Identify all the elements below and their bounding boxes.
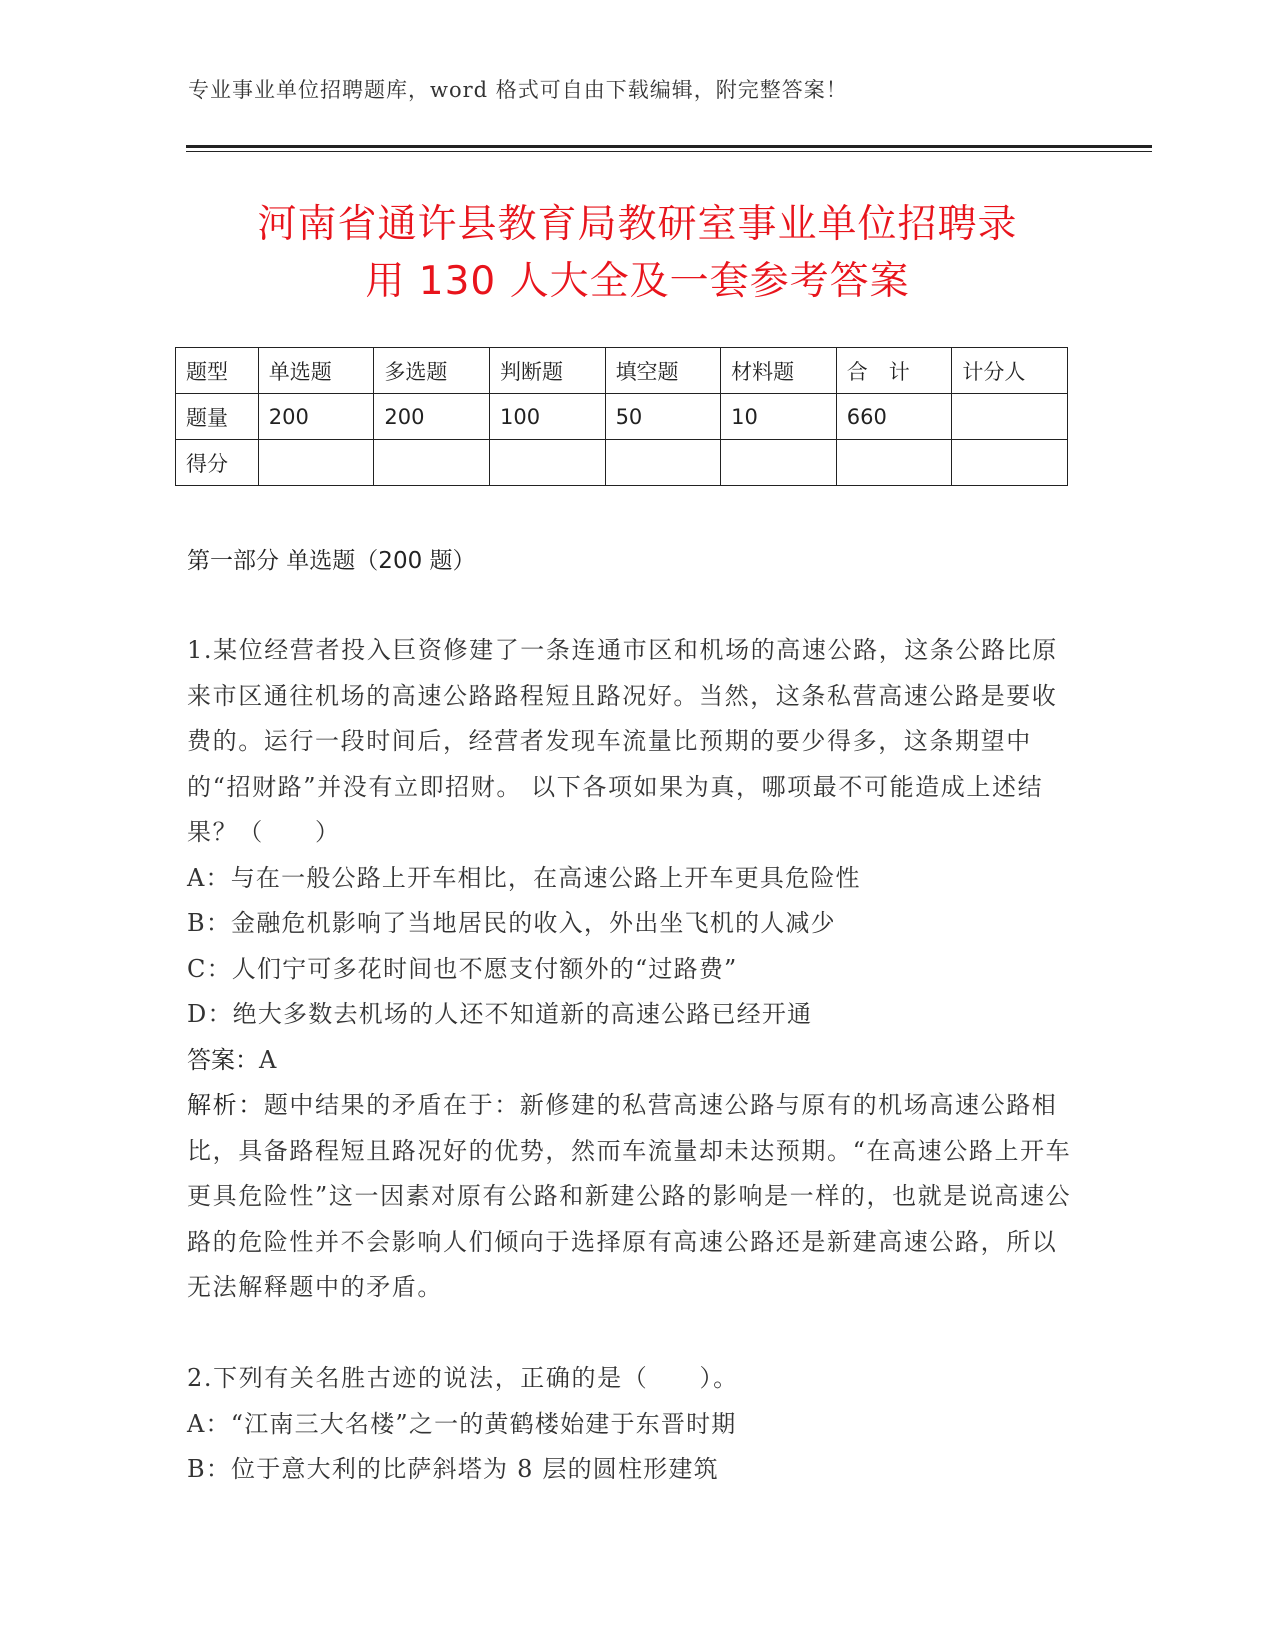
- question-option: D：绝大多数去机场的人还不知道新的高速公路已经开通: [187, 1000, 813, 1028]
- document-title: [150, 196, 1125, 310]
- table-cell: [374, 440, 490, 486]
- table-cell: 100: [489, 394, 605, 440]
- table-cell: 得分: [176, 440, 259, 486]
- explanation-text: 题中结果的矛盾在于：新修建的私营高速公路与原有的机场高速公路相比，具备路程短且路况好的优势，然而车流量却未达预期。“在高速公路上开车更具危险性”这一因素对原有公路和新建公路的影响是一样的，也就是说高速公路的危险性并不会影响人们倾向于选择原有高速公路还是新建高速公路，所以无法解释题中的矛盾。: [187, 1091, 1072, 1301]
- page-header-tagline: 专业事业单位招聘题库，word 格式可自由下载编辑，附完整答案！: [188, 78, 848, 102]
- table-cell: 判断题: [489, 348, 605, 394]
- table-cell: 填空题: [605, 348, 721, 394]
- explanation: [187, 1083, 1077, 1311]
- explanation-label: 解析：: [187, 1091, 264, 1119]
- question-option: B：金融危机影响了当地居民的收入，外出坐飞机的人减少: [187, 909, 836, 937]
- header-divider-thin: [186, 151, 1152, 152]
- table-cell: [836, 440, 952, 486]
- title-line-1: 河南省通许县教育局教研室事业单位招聘录: [257, 202, 1018, 247]
- question-option: C：人们宁可多花时间也不愿支付额外的“过路费”: [187, 954, 738, 983]
- question-item: [187, 628, 1077, 1311]
- table-cell: [952, 440, 1068, 486]
- table-cell: 50: [605, 394, 721, 440]
- answer-label: 答案：: [187, 1045, 259, 1074]
- table-cell: 200: [258, 394, 374, 440]
- score-table: [175, 347, 1068, 486]
- table-cell: 多选题: [374, 348, 490, 394]
- section-heading: 第一部分 单选题（200 题）: [187, 548, 476, 574]
- answer-value: A: [259, 1045, 277, 1074]
- header-divider: [186, 145, 1152, 148]
- table-cell: 660: [836, 394, 952, 440]
- table-cell: 材料题: [721, 348, 837, 394]
- table-cell: [721, 440, 837, 486]
- question-option: A：与在一般公路上开车相比，在高速公路上开车更具危险性: [187, 863, 861, 892]
- table-cell: 合 计: [836, 348, 952, 394]
- question-stem: 2.下列有关名胜古迹的说法，正确的是（ ）。: [187, 1364, 739, 1392]
- table-cell: [258, 440, 374, 486]
- table-cell: 题型: [176, 348, 259, 394]
- table-row-count: [176, 394, 1068, 440]
- table-cell: 200: [374, 394, 490, 440]
- question-item: [187, 1356, 1077, 1493]
- table-cell: 计分人: [952, 348, 1068, 394]
- question-list: [187, 628, 1077, 1538]
- answer-line: [187, 1038, 1077, 1084]
- table-cell: [952, 394, 1068, 440]
- table-cell: 单选题: [258, 348, 374, 394]
- table-row-score: [176, 440, 1068, 486]
- table-cell: [605, 440, 721, 486]
- table-cell: 题量: [176, 394, 259, 440]
- table-cell: [489, 440, 605, 486]
- table-header-row: [176, 348, 1068, 394]
- question-option: B：位于意大利的比萨斜塔为 8 层的圆柱形建筑: [187, 1455, 719, 1483]
- title-line-2: 用 130 人大全及一套参考答案: [365, 259, 910, 304]
- question-option: A：“江南三大名楼”之一的黄鹤楼始建于东晋时期: [187, 1409, 737, 1438]
- table-cell: 10: [721, 394, 837, 440]
- question-stem: 1.某位经营者投入巨资修建了一条连通市区和机场的高速公路，这条公路比原来市区通往机场的高速公路路程短且路况好。当然，这条私营高速公路是要收费的。运行一段时间后，经营者发现车流量比预期的要少得多，这条期望中的“招财路”并没有立即招财。 以下各项如果为真，哪项最不可能造成上述结果？（ ）: [187, 636, 1058, 846]
